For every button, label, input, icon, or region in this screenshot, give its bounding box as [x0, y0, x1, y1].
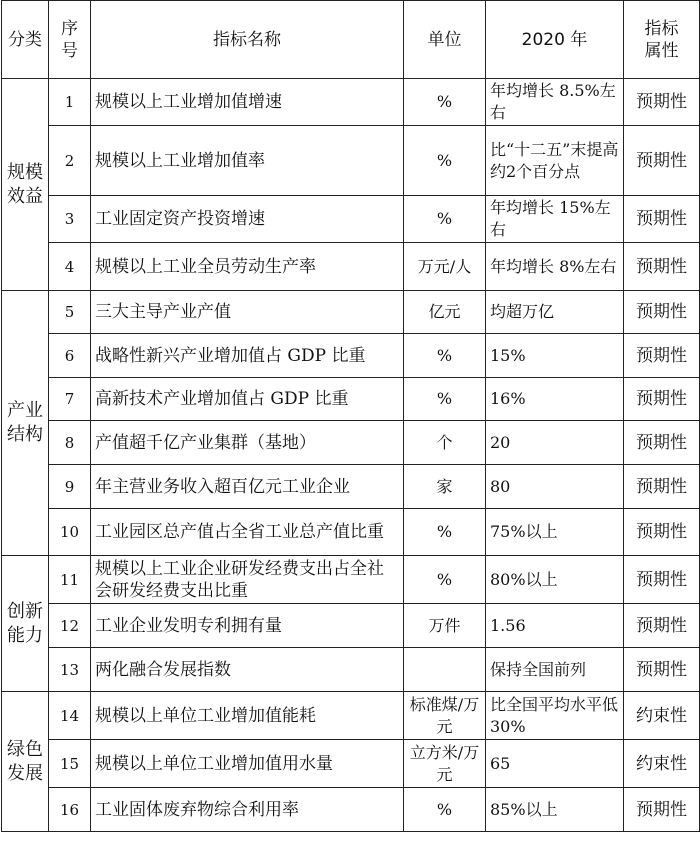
unit-cell: %: [404, 126, 486, 196]
table-row: [2, 604, 700, 648]
attr-cell: 预期性: [624, 378, 700, 421]
unit-cell: %: [404, 788, 486, 832]
unit-cell: 亿元: [404, 291, 486, 334]
seq-cell: 10: [49, 509, 91, 556]
name-cell: 规模以上单位工业增加值用水量: [91, 740, 404, 788]
category-line2: 发展: [7, 762, 43, 784]
seq-cell: 3: [49, 196, 91, 243]
unit-cell: 立方米/万元: [404, 740, 486, 788]
name-cell: 产值超千亿产业集群（基地）: [91, 421, 404, 465]
name-cell: 规模以上工业企业研发经费支出占全社会研发经费支出比重: [91, 556, 404, 604]
table-row: [2, 692, 700, 740]
attr-cell: 预期性: [624, 79, 700, 126]
category-cell: [2, 291, 49, 556]
seq-cell: 8: [49, 421, 91, 465]
seq-cell: 15: [49, 740, 91, 788]
name-cell: 规模以上工业全员劳动生产率: [91, 243, 404, 291]
unit-cell: %: [404, 196, 486, 243]
target-cell: 年均增长 15%左右: [486, 196, 624, 243]
unit-cell: 家: [404, 465, 486, 509]
attr-cell: 预期性: [624, 196, 700, 243]
target-cell: 均超万亿: [486, 291, 624, 334]
unit-cell: %: [404, 556, 486, 604]
table-row: [2, 788, 700, 832]
unit-cell: %: [404, 509, 486, 556]
target-cell: 年均增长 8.5%左右: [486, 79, 624, 126]
target-cell: 80: [486, 465, 624, 509]
seq-cell: 9: [49, 465, 91, 509]
indicator-table: [1, 0, 700, 832]
attr-cell: 约束性: [624, 692, 700, 740]
name-cell: 工业固定资产投资增速: [91, 196, 404, 243]
unit-cell: 个: [404, 421, 486, 465]
category-cell: [2, 79, 49, 291]
unit-cell: 标准煤/万元: [404, 692, 486, 740]
seq-cell: 13: [49, 648, 91, 692]
name-cell: 工业企业发明专利拥有量: [91, 604, 404, 648]
name-cell: 工业固体废弃物综合利用率: [91, 788, 404, 832]
target-cell: 1.56: [486, 604, 624, 648]
unit-cell: [404, 648, 486, 692]
seq-cell: 14: [49, 692, 91, 740]
seq-cell: 7: [49, 378, 91, 421]
attr-cell: 预期性: [624, 509, 700, 556]
attr-cell: 预期性: [624, 243, 700, 291]
unit-cell: %: [404, 334, 486, 378]
table-row: [2, 334, 700, 378]
seq-cell: 4: [49, 243, 91, 291]
name-cell: 高新技术产业增加值占 GDP 比重: [91, 378, 404, 421]
name-cell: 规模以上单位工业增加值能耗: [91, 692, 404, 740]
seq-cell: 2: [49, 126, 91, 196]
table-row: [2, 509, 700, 556]
target-cell: 年均增长 8%左右: [486, 243, 624, 291]
header-attr: [624, 1, 700, 79]
table-row: [2, 126, 700, 196]
target-cell: 15%: [486, 334, 624, 378]
table-row: [2, 378, 700, 421]
attr-cell: 预期性: [624, 334, 700, 378]
target-cell: 20: [486, 421, 624, 465]
header-category: 分类: [2, 1, 49, 79]
category-line2: 结构: [7, 424, 43, 445]
name-cell: 三大主导产业产值: [91, 291, 404, 334]
target-cell: 保持全国前列: [486, 648, 624, 692]
seq-cell: 11: [49, 556, 91, 604]
table-row: [2, 556, 700, 604]
target-cell: 80%以上: [486, 556, 624, 604]
header-row: [2, 1, 700, 79]
table-row: [2, 79, 700, 126]
unit-cell: 万元/人: [404, 243, 486, 291]
name-cell: 年主营业务收入超百亿元工业企业: [91, 465, 404, 509]
attr-cell: 预期性: [624, 648, 700, 692]
table-row: [2, 196, 700, 243]
target-cell: 65: [486, 740, 624, 788]
category-line2: 效益: [7, 185, 43, 207]
name-cell: 战略性新兴产业增加值占 GDP 比重: [91, 334, 404, 378]
seq-cell: 12: [49, 604, 91, 648]
category-line1: 绿色: [7, 738, 43, 760]
header-attr-line2: 属性: [644, 40, 679, 61]
category-line1: 规模: [7, 161, 43, 183]
target-cell: 75%以上: [486, 509, 624, 556]
seq-cell: 6: [49, 334, 91, 378]
attr-cell: 约束性: [624, 740, 700, 788]
name-cell: 规模以上工业增加值率: [91, 126, 404, 196]
name-cell: 工业园区总产值占全省工业总产值比重: [91, 509, 404, 556]
attr-cell: 预期性: [624, 291, 700, 334]
attr-cell: 预期性: [624, 126, 700, 196]
attr-cell: 预期性: [624, 465, 700, 509]
seq-cell: 16: [49, 788, 91, 832]
category-cell: [2, 692, 49, 832]
seq-cell: 5: [49, 291, 91, 334]
category-line1: 产业: [7, 400, 43, 421]
target-cell: 比“十二五”末提高约2个百分点: [486, 126, 624, 196]
header-attr-line1: 指标: [644, 18, 679, 39]
table-row: [2, 291, 700, 334]
attr-cell: 预期性: [624, 604, 700, 648]
seq-cell: 1: [49, 79, 91, 126]
target-cell: 85%以上: [486, 788, 624, 832]
table-row: [2, 648, 700, 692]
unit-cell: 万件: [404, 604, 486, 648]
target-cell: 16%: [486, 378, 624, 421]
table-row: [2, 243, 700, 291]
table-row: [2, 421, 700, 465]
name-cell: 两化融合发展指数: [91, 648, 404, 692]
category-line2: 能力: [7, 624, 43, 646]
header-target: 2020 年: [486, 1, 624, 79]
unit-cell: %: [404, 378, 486, 421]
target-cell: 比全国平均水平低 30%: [486, 692, 624, 740]
header-unit: 单位: [404, 1, 486, 79]
table-row: [2, 740, 700, 788]
name-cell: 规模以上工业增加值增速: [91, 79, 404, 126]
table-row: [2, 465, 700, 509]
header-name: 指标名称: [91, 1, 404, 79]
category-line1: 创新: [7, 600, 43, 622]
attr-cell: 预期性: [624, 788, 700, 832]
unit-cell: %: [404, 79, 486, 126]
category-cell: [2, 556, 49, 692]
header-seq: 序号: [49, 1, 91, 79]
attr-cell: 预期性: [624, 556, 700, 604]
attr-cell: 预期性: [624, 421, 700, 465]
